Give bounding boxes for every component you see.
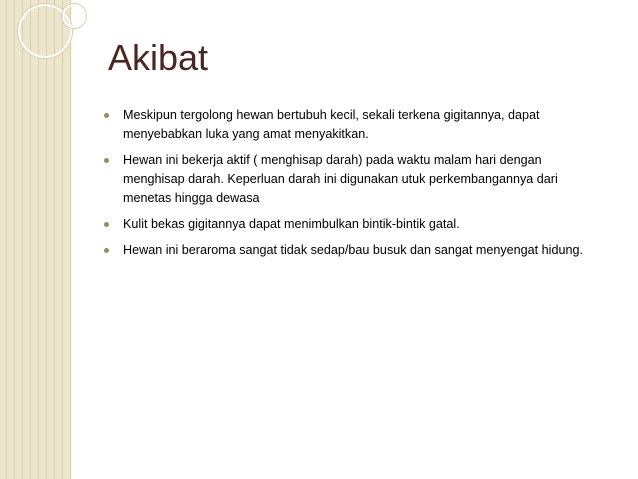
bullet-item xyxy=(104,151,604,208)
bullet-text: Kulit bekas gigitannya dapat menimbulkan bintik-bintik gatal. xyxy=(123,217,460,231)
bullet-dot-icon xyxy=(104,158,109,163)
band-stripe xyxy=(54,0,55,479)
bullet-text: Meskipun tergolong hewan bertubuh kecil, sekali terkena gigitannya, dapat menyebabkan luka yang amat menyakitkan. xyxy=(123,108,540,141)
band-stripe xyxy=(46,0,47,479)
bullet-item xyxy=(104,106,604,144)
band-stripe xyxy=(14,0,15,479)
band-stripe xyxy=(22,0,23,479)
bullet-list xyxy=(104,106,604,267)
bullet-dot-icon xyxy=(104,248,109,253)
decorative-ring-small xyxy=(62,4,86,28)
band-stripe xyxy=(62,0,63,479)
band-stripe xyxy=(38,0,39,479)
bullet-dot-icon xyxy=(104,113,109,118)
bullet-text: Hewan ini bekerja aktif ( menghisap darah) pada waktu malam hari dengan menghisap darah. Keperluan darah ini digunakan utuk perkembangannya dari menetas hingga dewasa xyxy=(123,153,558,205)
bullet-item xyxy=(104,215,604,234)
band-stripe xyxy=(30,0,31,479)
decorative-side-band xyxy=(0,0,71,479)
slide-title: Akibat xyxy=(108,37,209,78)
band-stripe xyxy=(6,0,7,479)
bullet-dot-icon xyxy=(104,222,109,227)
bullet-text: Hewan ini beraroma sangat tidak sedap/bau busuk dan sangat menyengat hidung. xyxy=(123,243,583,257)
bullet-item xyxy=(104,241,604,260)
